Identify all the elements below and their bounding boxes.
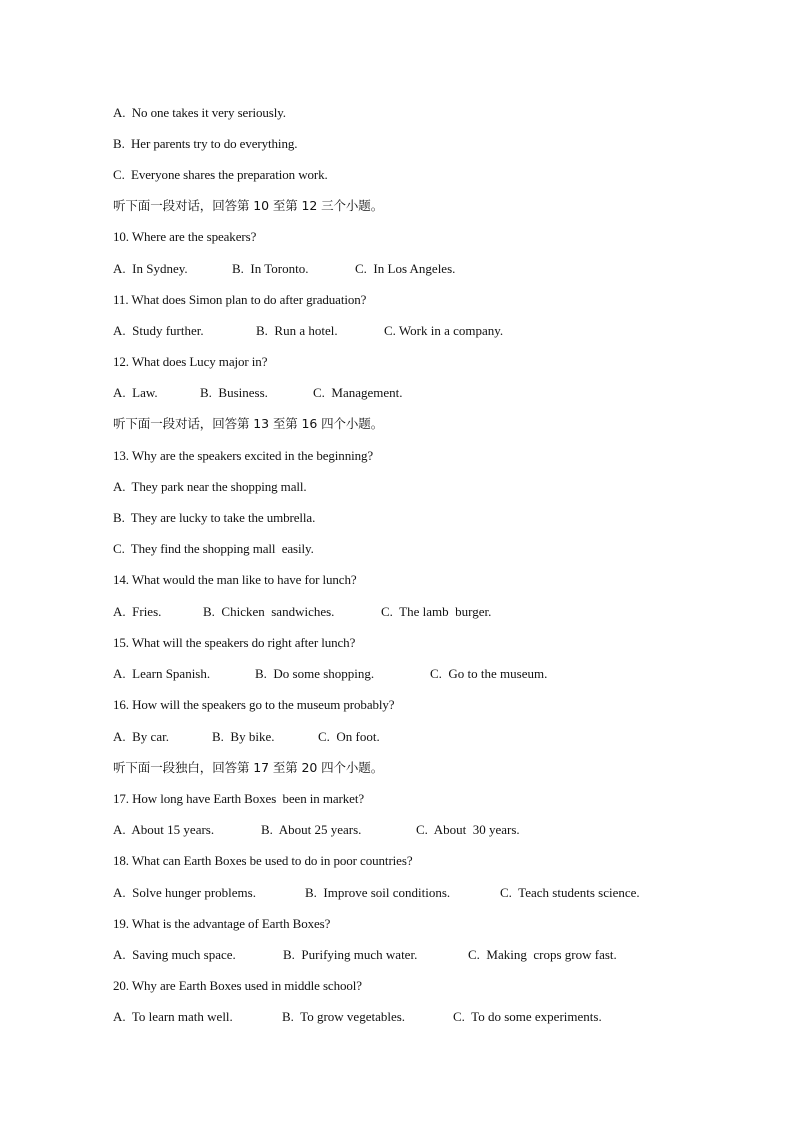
question-15-option-b: B. Do some shopping. [255,666,375,681]
question-16-option-b: B. By bike. [212,729,275,744]
question-15-option-c: C. Go to the museum. [430,666,548,681]
question-17-option-a: A. About 15 years. [113,822,215,837]
question-12-option-a: A. Law. [113,385,158,400]
question-19-option-c: C. Making crops grow fast. [468,947,617,962]
question-15: 15. What will the speakers do right after lunch? [113,635,356,650]
question-17-option-c: C. About 30 years. [416,822,520,837]
question-10-option-a: A. In Sydney. [113,261,188,276]
question-11-option-a: A. Study further. [113,323,204,338]
question-10-option-b: B. In Toronto. [232,261,309,276]
question-12: 12. What does Lucy major in? [113,354,268,369]
question-11-option-b: B. Run a hotel. [256,323,338,338]
question-13-option-b: B. They are lucky to take the umbrella. [113,510,316,525]
question-9-option-a: A. No one takes it very seriously. [113,105,286,120]
question-9-option-b: B. Her parents try to do everything. [113,136,298,151]
question-13: 13. Why are the speakers excited in the beginning? [113,448,374,463]
question-16-option-c: C. On foot. [318,729,380,744]
question-17-option-b: B. About 25 years. [261,822,362,837]
question-11: 11. What does Simon plan to do after graduation? [113,292,367,307]
question-19-option-a: A. Saving much space. [113,947,236,962]
question-15-option-a: A. Learn Spanish. [113,666,211,681]
question-9-option-c: C. Everyone shares the preparation work. [113,167,328,182]
section-heading-10-12: 听下面一段对话，回答第 10 至第 12 三个小题。 [113,198,384,213]
section-heading-17-20: 听下面一段独白，回答第 17 至第 20 四个小题。 [113,760,384,775]
question-18-option-c: C. Teach students science. [500,885,640,900]
question-17: 17. How long have Earth Boxes been in market? [113,791,364,806]
question-20: 20. Why are Earth Boxes used in middle school? [113,978,362,993]
question-18-option-a: A. Solve hunger problems. [113,885,256,900]
question-10-option-c: C. In Los Angeles. [355,261,456,276]
question-20-option-b: B. To grow vegetables. [282,1009,406,1024]
question-12-option-c: C. Management. [313,385,403,400]
question-16: 16. How will the speakers go to the museum probably? [113,697,395,712]
question-11-option-c: C. Work in a company. [384,323,504,338]
question-14-option-b: B. Chicken sandwiches. [203,604,335,619]
question-20-option-c: C. To do some experiments. [453,1009,602,1024]
question-19-option-b: B. Purifying much water. [283,947,418,962]
question-18: 18. What can Earth Boxes be used to do in poor countries? [113,853,413,868]
question-18-option-b: B. Improve soil conditions. [305,885,451,900]
question-16-option-a: A. By car. [113,729,169,744]
question-14: 14. What would the man like to have for lunch? [113,572,357,587]
question-19: 19. What is the advantage of Earth Boxes? [113,916,331,931]
question-20-option-a: A. To learn math well. [113,1009,233,1024]
question-14-option-c: C. The lamb burger. [381,604,492,619]
question-14-option-a: A. Fries. [113,604,162,619]
question-13-option-a: A. They park near the shopping mall. [113,479,307,494]
question-13-option-c: C. They find the shopping mall easily. [113,541,314,556]
question-10: 10. Where are the speakers? [113,229,257,244]
section-heading-13-16: 听下面一段对话，回答第 13 至第 16 四个小题。 [113,416,384,431]
question-12-option-b: B. Business. [200,385,268,400]
